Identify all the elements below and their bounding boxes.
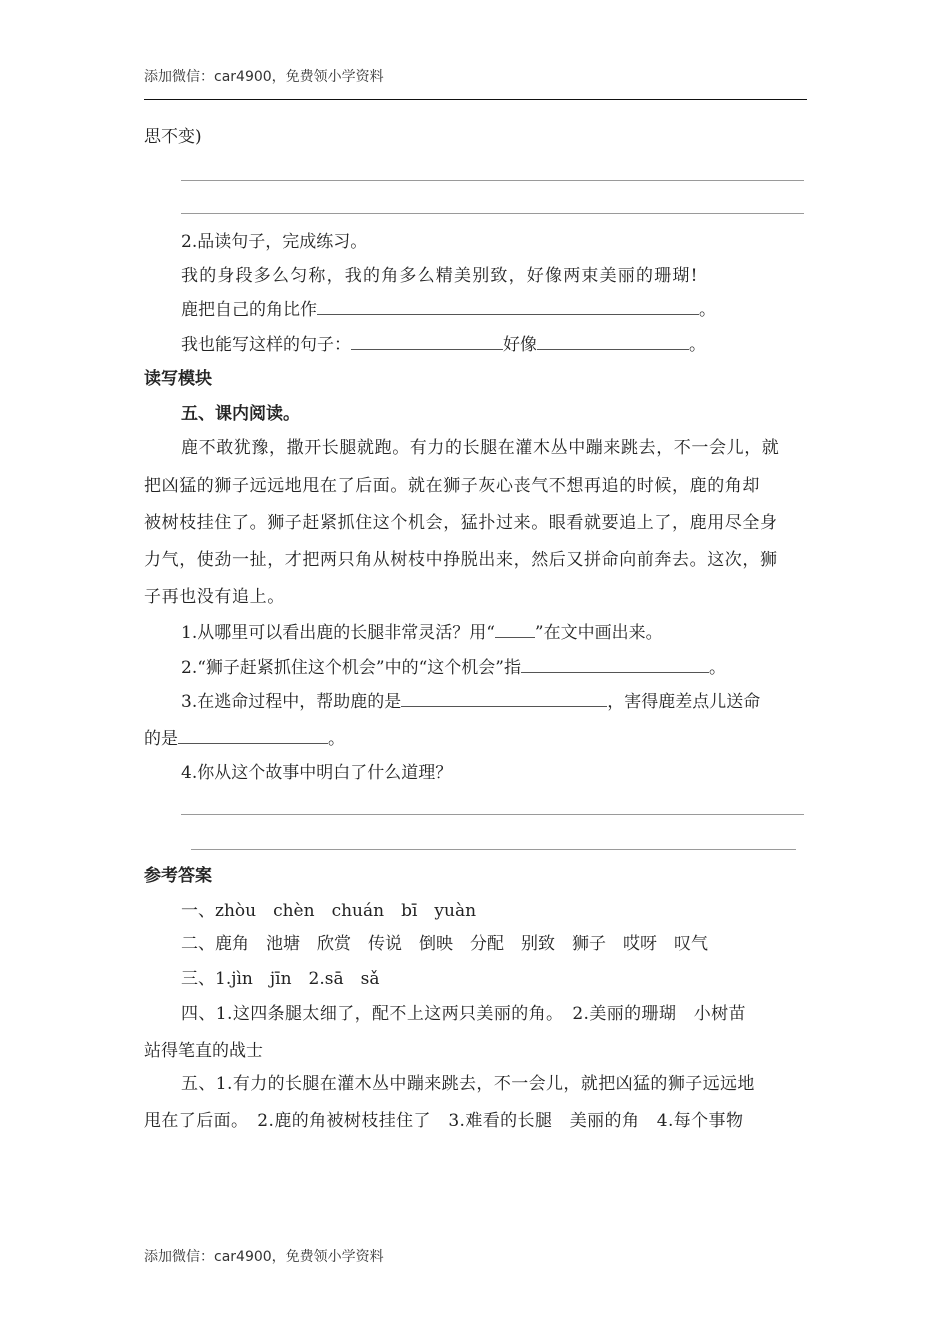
question-2-compare	[181, 298, 716, 321]
answer-4-line-2: 站得笔直的战士	[144, 1041, 263, 1061]
q1-after: ”在文中画出来。	[534, 623, 663, 643]
q3-blank-1[interactable]	[401, 690, 607, 707]
question-2-sentence: 我的身段多么匀称，我的角多么精美别致，好像两束美丽的珊瑚!	[181, 266, 699, 286]
q1-before: 1.从哪里可以看出鹿的长腿非常灵活？用“	[181, 623, 495, 643]
answer-5-line-2: 甩在了后面。 2.鹿的角被树枝挂住了 3.难看的长腿 美丽的角 4.每个事物	[144, 1111, 744, 1131]
q3-mid: ，害得鹿差点儿送命	[607, 692, 761, 712]
page-header: 添加微信：car4900，免费领小学资料	[144, 69, 384, 85]
q3-end: 。	[328, 729, 345, 749]
answer-1: 一、zhòu chèn chuán bī yuàn	[181, 901, 477, 921]
q2-text: 2.“狮子赶紧抓住这个机会”中的“这个机会”指	[181, 658, 521, 678]
answers-title: 参考答案	[144, 866, 212, 886]
write-period: 。	[689, 335, 706, 355]
write-middle: 好像	[503, 335, 537, 355]
question-2-write	[181, 333, 706, 356]
passage-line: 被树枝挂住了。狮子赶紧抓住这个机会，猛扑过来。眼看就要追上了，鹿用尽全身	[144, 513, 778, 533]
write-prefix: 我也能写这样的句子：	[181, 335, 351, 355]
q2-blank[interactable]	[521, 656, 709, 673]
previous-question-tail: 思不变)	[144, 127, 202, 147]
q3-line2: 的是	[144, 729, 178, 749]
reading-question-4: 4.你从这个故事中明白了什么道理？	[181, 763, 453, 783]
reading-question-2	[181, 656, 726, 679]
write-blank-2[interactable]	[537, 333, 689, 350]
question-2-title: 2.品读句子，完成练习。	[181, 232, 368, 252]
reading-question-1	[181, 621, 663, 644]
answer-line	[181, 180, 804, 181]
write-blank-1[interactable]	[351, 333, 503, 350]
page-footer: 添加微信：car4900，免费领小学资料	[144, 1249, 384, 1265]
compare-prefix: 鹿把自己的角比作	[181, 300, 317, 320]
passage-line: 力气，使劲一扯，才把两只角从树枝中挣脱出来，然后又拼命向前奔去。这次，狮	[144, 550, 778, 570]
answer-4-line-1: 四、1.这四条腿太细了，配不上这两只美丽的角。 2.美丽的珊瑚 小树苗	[181, 1004, 746, 1024]
answer-line	[191, 849, 796, 850]
q3-text: 3.在逃命过程中，帮助鹿的是	[181, 692, 402, 712]
answer-line	[181, 814, 804, 815]
header-divider	[144, 99, 807, 100]
answer-5-line-1: 五、1.有力的长腿在灌木丛中蹦来跳去，不一会儿，就把凶猛的狮子远远地	[181, 1074, 755, 1094]
compare-blank[interactable]	[317, 298, 699, 315]
q3-blank-2[interactable]	[178, 727, 328, 744]
reading-question-3	[181, 690, 760, 713]
passage-line: 鹿不敢犹豫，撒开长腿就跑。有力的长腿在灌木丛中蹦来跳去，不一会儿，就	[181, 438, 780, 458]
compare-period: 。	[699, 300, 716, 320]
q1-blank[interactable]	[495, 621, 535, 638]
reading-question-3-cont	[144, 727, 345, 750]
reading-title: 五、课内阅读。	[181, 404, 300, 424]
section-title: 读写模块	[144, 369, 212, 389]
answer-3: 三、1.jìn jīn 2.sā sǎ	[181, 969, 380, 989]
passage-line: 子再也没有追上。	[144, 587, 285, 607]
q2-end: 。	[708, 658, 726, 678]
answer-line	[181, 213, 804, 214]
passage-line: 把凶猛的狮子远远地甩在了后面。就在狮子灰心丧气不想再追的时候，鹿的角却	[144, 476, 760, 496]
answer-2: 二、鹿角 池塘 欣赏 传说 倒映 分配 别致 狮子 哎呀 叹气	[181, 934, 708, 954]
